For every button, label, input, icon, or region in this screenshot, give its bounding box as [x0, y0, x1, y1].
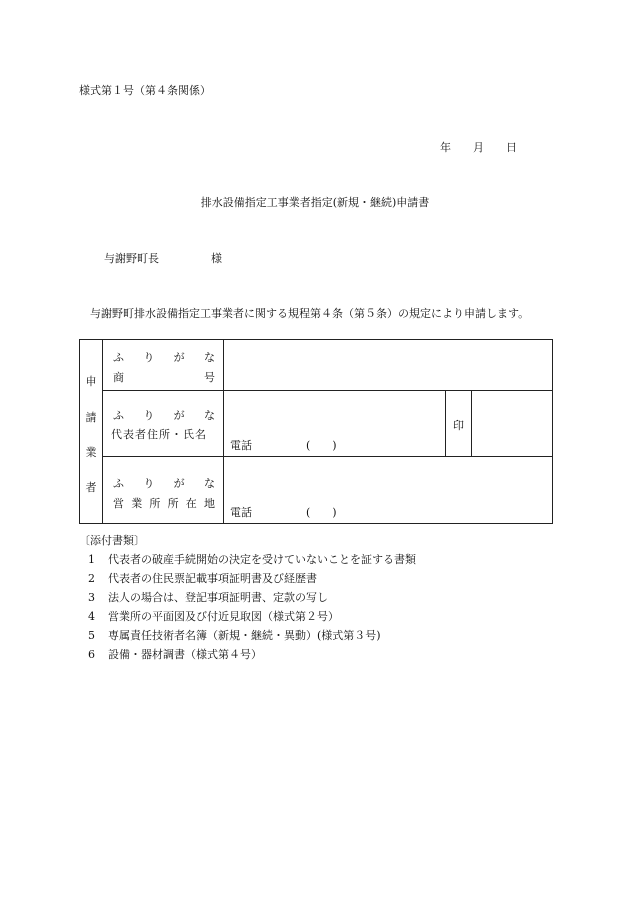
attachment-item: 2 代表者の住民票記載事項証明書及び経歴書: [88, 572, 317, 585]
furigana-label: ふ り が な: [113, 477, 215, 490]
office-location-label: 営 業 所 所 在 地: [113, 497, 215, 510]
phone-label: 電話: [230, 439, 252, 452]
trade-name-label: 商 号: [113, 371, 215, 384]
seal-label: 印: [453, 419, 464, 432]
date-month: 月: [473, 141, 484, 154]
attachment-item: 1 代表者の破産手続開始の決定を受けていないことを証する書類: [88, 553, 416, 566]
addressee: [104, 250, 222, 266]
furigana-label: ふ り が な: [113, 351, 215, 364]
side-label-char: 請: [85, 411, 97, 424]
phone-parens: ( ): [306, 439, 337, 452]
form-number: 様式第１号（第４条関係）: [79, 84, 211, 97]
attachment-item: 4 営業所の平面図及び付近見取図（様式第２号）: [88, 610, 339, 623]
side-label-char: 者: [85, 481, 97, 494]
attachments-heading: 〔添付書類〕: [79, 534, 145, 547]
phone-label: 電話: [230, 506, 252, 519]
attachment-item: 5 専属責任技術者名簿（新規・継続・異動）(様式第３号): [88, 629, 381, 642]
date-day: 日: [506, 141, 517, 154]
furigana-label: ふ り が な: [113, 409, 215, 422]
document-title: 排水設備指定工事業者指定(新規・継続)申請書: [200, 196, 430, 209]
date-year: 年: [440, 141, 451, 154]
phone-parens: ( ): [306, 506, 337, 519]
addressee-name: 与謝野町長: [104, 252, 159, 265]
attachment-item: 6 設備・器材調書（様式第４号）: [88, 648, 262, 661]
representative-label: 代表者住所・氏名: [111, 428, 207, 441]
side-label-char: 業: [85, 446, 97, 459]
application-statement: 与謝野町排水設備指定工事業者に関する規程第４条（第５条）の規定により申請します。: [90, 307, 530, 320]
date-line: [440, 139, 517, 155]
applicant-table: [79, 339, 553, 524]
attachment-item: 3 法人の場合は、登記事項証明書、定款の写し: [88, 591, 328, 604]
side-label-char: 申: [85, 375, 97, 388]
addressee-honorific: 様: [211, 252, 222, 265]
